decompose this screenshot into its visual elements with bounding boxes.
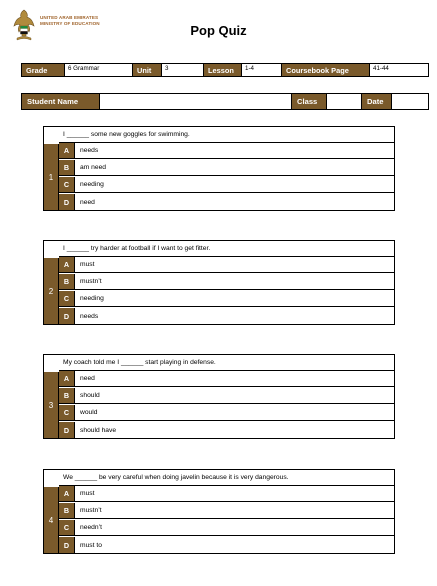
option-letter: C (59, 520, 75, 535)
option-letter: D (59, 422, 75, 438)
option-text: should (80, 392, 100, 399)
option-d[interactable] (59, 537, 394, 553)
option-d[interactable] (59, 194, 394, 210)
option-text: would (80, 409, 98, 416)
option-b[interactable] (59, 388, 394, 404)
option-c[interactable] (59, 405, 394, 421)
question-text: We ______ be very careful when doing javelin because it is very dangerous. (59, 470, 394, 486)
ministry-line-1: UNITED ARAB EMIRATES (40, 15, 99, 20)
option-c[interactable] (59, 291, 394, 307)
question-3 (43, 354, 395, 439)
unit-label: Unit (133, 64, 162, 76)
question-2 (43, 240, 395, 325)
option-letter: B (59, 503, 75, 518)
option-letter: B (59, 388, 75, 403)
option-b[interactable] (59, 274, 394, 290)
student-name-label: Student Name (22, 94, 100, 109)
coursebook-page-value: 41-44 (370, 64, 428, 76)
student-info-table (21, 93, 429, 110)
option-c[interactable] (59, 177, 394, 193)
option-b[interactable] (59, 160, 394, 176)
lesson-info-table (21, 63, 429, 77)
lesson-label: Lesson (204, 64, 242, 76)
option-d[interactable] (59, 422, 394, 438)
option-letter: A (59, 371, 75, 386)
question-text: My coach told me I ______ start playing in defense. (59, 355, 394, 371)
option-text: should have (80, 426, 117, 434)
option-text: mustn’t (80, 278, 102, 285)
grade-value: 6 Grammar (65, 64, 133, 76)
option-text: needs (80, 147, 99, 154)
lesson-value: 1-4 (242, 64, 282, 76)
option-letter: B (59, 274, 75, 289)
student-name-field[interactable] (100, 94, 292, 109)
ministry-line-2: MINISTRY OF EDUCATION (40, 21, 100, 27)
option-letter: A (59, 486, 75, 501)
option-a[interactable] (59, 371, 394, 387)
option-d[interactable] (59, 308, 394, 324)
option-letter: C (59, 291, 75, 306)
question-number: 4 (44, 487, 59, 553)
option-letter: B (59, 160, 75, 175)
option-b[interactable] (59, 503, 394, 519)
question-number: 3 (44, 372, 59, 438)
option-letter: D (59, 308, 75, 324)
option-text: mustn’t (80, 507, 102, 514)
option-text: am need (80, 164, 107, 171)
option-letter: A (59, 143, 75, 158)
question-4 (43, 469, 395, 554)
option-a[interactable] (59, 143, 394, 159)
page-title: Pop Quiz (190, 23, 247, 38)
option-text: need (80, 375, 95, 382)
option-text: must to (80, 541, 102, 549)
option-text: must (80, 490, 95, 497)
option-letter: D (59, 537, 75, 553)
option-text: needing (80, 295, 104, 302)
option-text: needs (80, 312, 99, 320)
question-1 (43, 126, 395, 211)
grade-label: Grade (22, 64, 65, 76)
date-label: Date (362, 94, 392, 109)
option-text: needn’t (80, 524, 102, 531)
option-text: must (80, 261, 95, 268)
option-text: needing (80, 181, 104, 188)
option-letter: A (59, 257, 75, 272)
option-letter: D (59, 194, 75, 210)
question-number: 1 (44, 144, 59, 210)
option-letter: C (59, 177, 75, 192)
class-field[interactable] (327, 94, 362, 109)
option-letter: C (59, 405, 75, 420)
coursebook-page-label: Coursebook Page (282, 64, 370, 76)
option-a[interactable] (59, 257, 394, 273)
option-c[interactable] (59, 520, 394, 536)
question-number: 2 (44, 258, 59, 324)
option-a[interactable] (59, 486, 394, 502)
unit-value: 3 (162, 64, 204, 76)
question-text: I ______ try harder at football if I want to get fitter. (59, 241, 394, 257)
question-text: I ______ some new goggles for swimming. (59, 127, 394, 143)
option-text: need (80, 198, 95, 206)
class-label: Class (292, 94, 327, 109)
date-field[interactable] (392, 94, 428, 109)
